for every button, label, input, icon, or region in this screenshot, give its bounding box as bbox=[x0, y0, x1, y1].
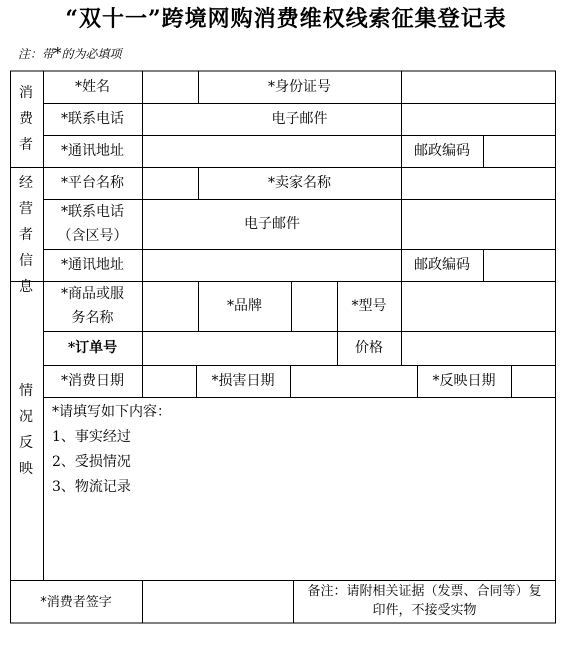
purchase-date-field[interactable] bbox=[143, 366, 196, 397]
consumer-email-field[interactable] bbox=[402, 104, 555, 135]
platform-name-field[interactable] bbox=[143, 168, 198, 199]
operator-email-label: 电子邮件 bbox=[244, 216, 300, 232]
operator-phone-label: *联系电话 bbox=[61, 204, 124, 220]
operator-postal-label: 邮政编码 bbox=[414, 257, 470, 273]
operator-address-field[interactable] bbox=[143, 250, 401, 281]
damage-date-label: *损害日期 bbox=[211, 373, 275, 389]
order-number-label: *订单号 bbox=[67, 340, 118, 356]
consumer-id-label: *身份证号 bbox=[268, 79, 331, 95]
operator-postal-field[interactable] bbox=[484, 250, 555, 281]
section-operator-label: 经营者信息 bbox=[19, 175, 33, 295]
remark-line-1: 备注：请附相关证据（发票、合同等）复 bbox=[307, 584, 542, 599]
section-situation-label: 情况反映 bbox=[19, 383, 33, 477]
damage-date-field[interactable] bbox=[291, 366, 417, 397]
list-item: 3、物流记录 bbox=[52, 479, 131, 495]
section-consumer-label: 消费者 bbox=[19, 85, 33, 153]
goods-name-field[interactable] bbox=[143, 282, 198, 331]
goods-name-sublabel: 务名称 bbox=[71, 310, 114, 326]
note-star: * bbox=[54, 44, 62, 62]
goods-name-label: *商品或服 bbox=[61, 286, 124, 302]
order-number-field[interactable] bbox=[143, 332, 337, 365]
note-prefix: 注：带 bbox=[18, 47, 55, 61]
model-label: *型号 bbox=[351, 298, 387, 314]
consumer-name-label: *姓名 bbox=[75, 79, 110, 95]
operator-address-label: *通讯地址 bbox=[61, 257, 124, 273]
price-label: 价格 bbox=[355, 340, 383, 356]
form-title: “双十一”跨境网购消费维权线索征集登记表 bbox=[65, 6, 507, 32]
brand-field[interactable] bbox=[292, 282, 337, 331]
model-field[interactable] bbox=[402, 282, 555, 331]
consumer-postal-label: 邮政编码 bbox=[414, 143, 470, 159]
report-date-field[interactable] bbox=[512, 366, 555, 397]
price-field[interactable] bbox=[402, 332, 555, 365]
platform-name-label: *平台名称 bbox=[61, 175, 124, 191]
instructions-text: *请填写如下内容： bbox=[52, 404, 171, 420]
consumer-postal-field[interactable] bbox=[484, 136, 555, 167]
consumer-address-field[interactable] bbox=[143, 136, 401, 167]
consumer-signature-field[interactable] bbox=[143, 581, 293, 623]
list-item: 1、事实经过 bbox=[52, 429, 131, 445]
remark-line-2: 印件，不接受实物 bbox=[372, 603, 477, 618]
note-suffix: 的为必填项 bbox=[61, 47, 122, 61]
consumer-id-field[interactable] bbox=[402, 72, 555, 103]
seller-name-label: *卖家名称 bbox=[268, 175, 331, 191]
consumer-signature-label: *消费者签字 bbox=[40, 595, 112, 610]
consumer-email-label: 电子邮件 bbox=[271, 111, 328, 127]
report-date-label: *反映日期 bbox=[432, 373, 496, 389]
operator-email-field[interactable] bbox=[402, 200, 555, 249]
consumer-phone-field[interactable] bbox=[143, 104, 198, 135]
situation-detail-textarea[interactable] bbox=[44, 398, 555, 580]
consumer-address-label: *通讯地址 bbox=[61, 143, 124, 159]
consumer-phone-label: *联系电话 bbox=[61, 111, 124, 127]
consumer-name-field[interactable] bbox=[143, 72, 198, 103]
list-item: 2、受损情况 bbox=[52, 454, 131, 470]
seller-name-field[interactable] bbox=[402, 168, 555, 199]
purchase-date-label: *消费日期 bbox=[61, 373, 124, 389]
brand-label: *品牌 bbox=[227, 298, 262, 314]
operator-phone-sublabel: （含区号） bbox=[57, 228, 128, 244]
